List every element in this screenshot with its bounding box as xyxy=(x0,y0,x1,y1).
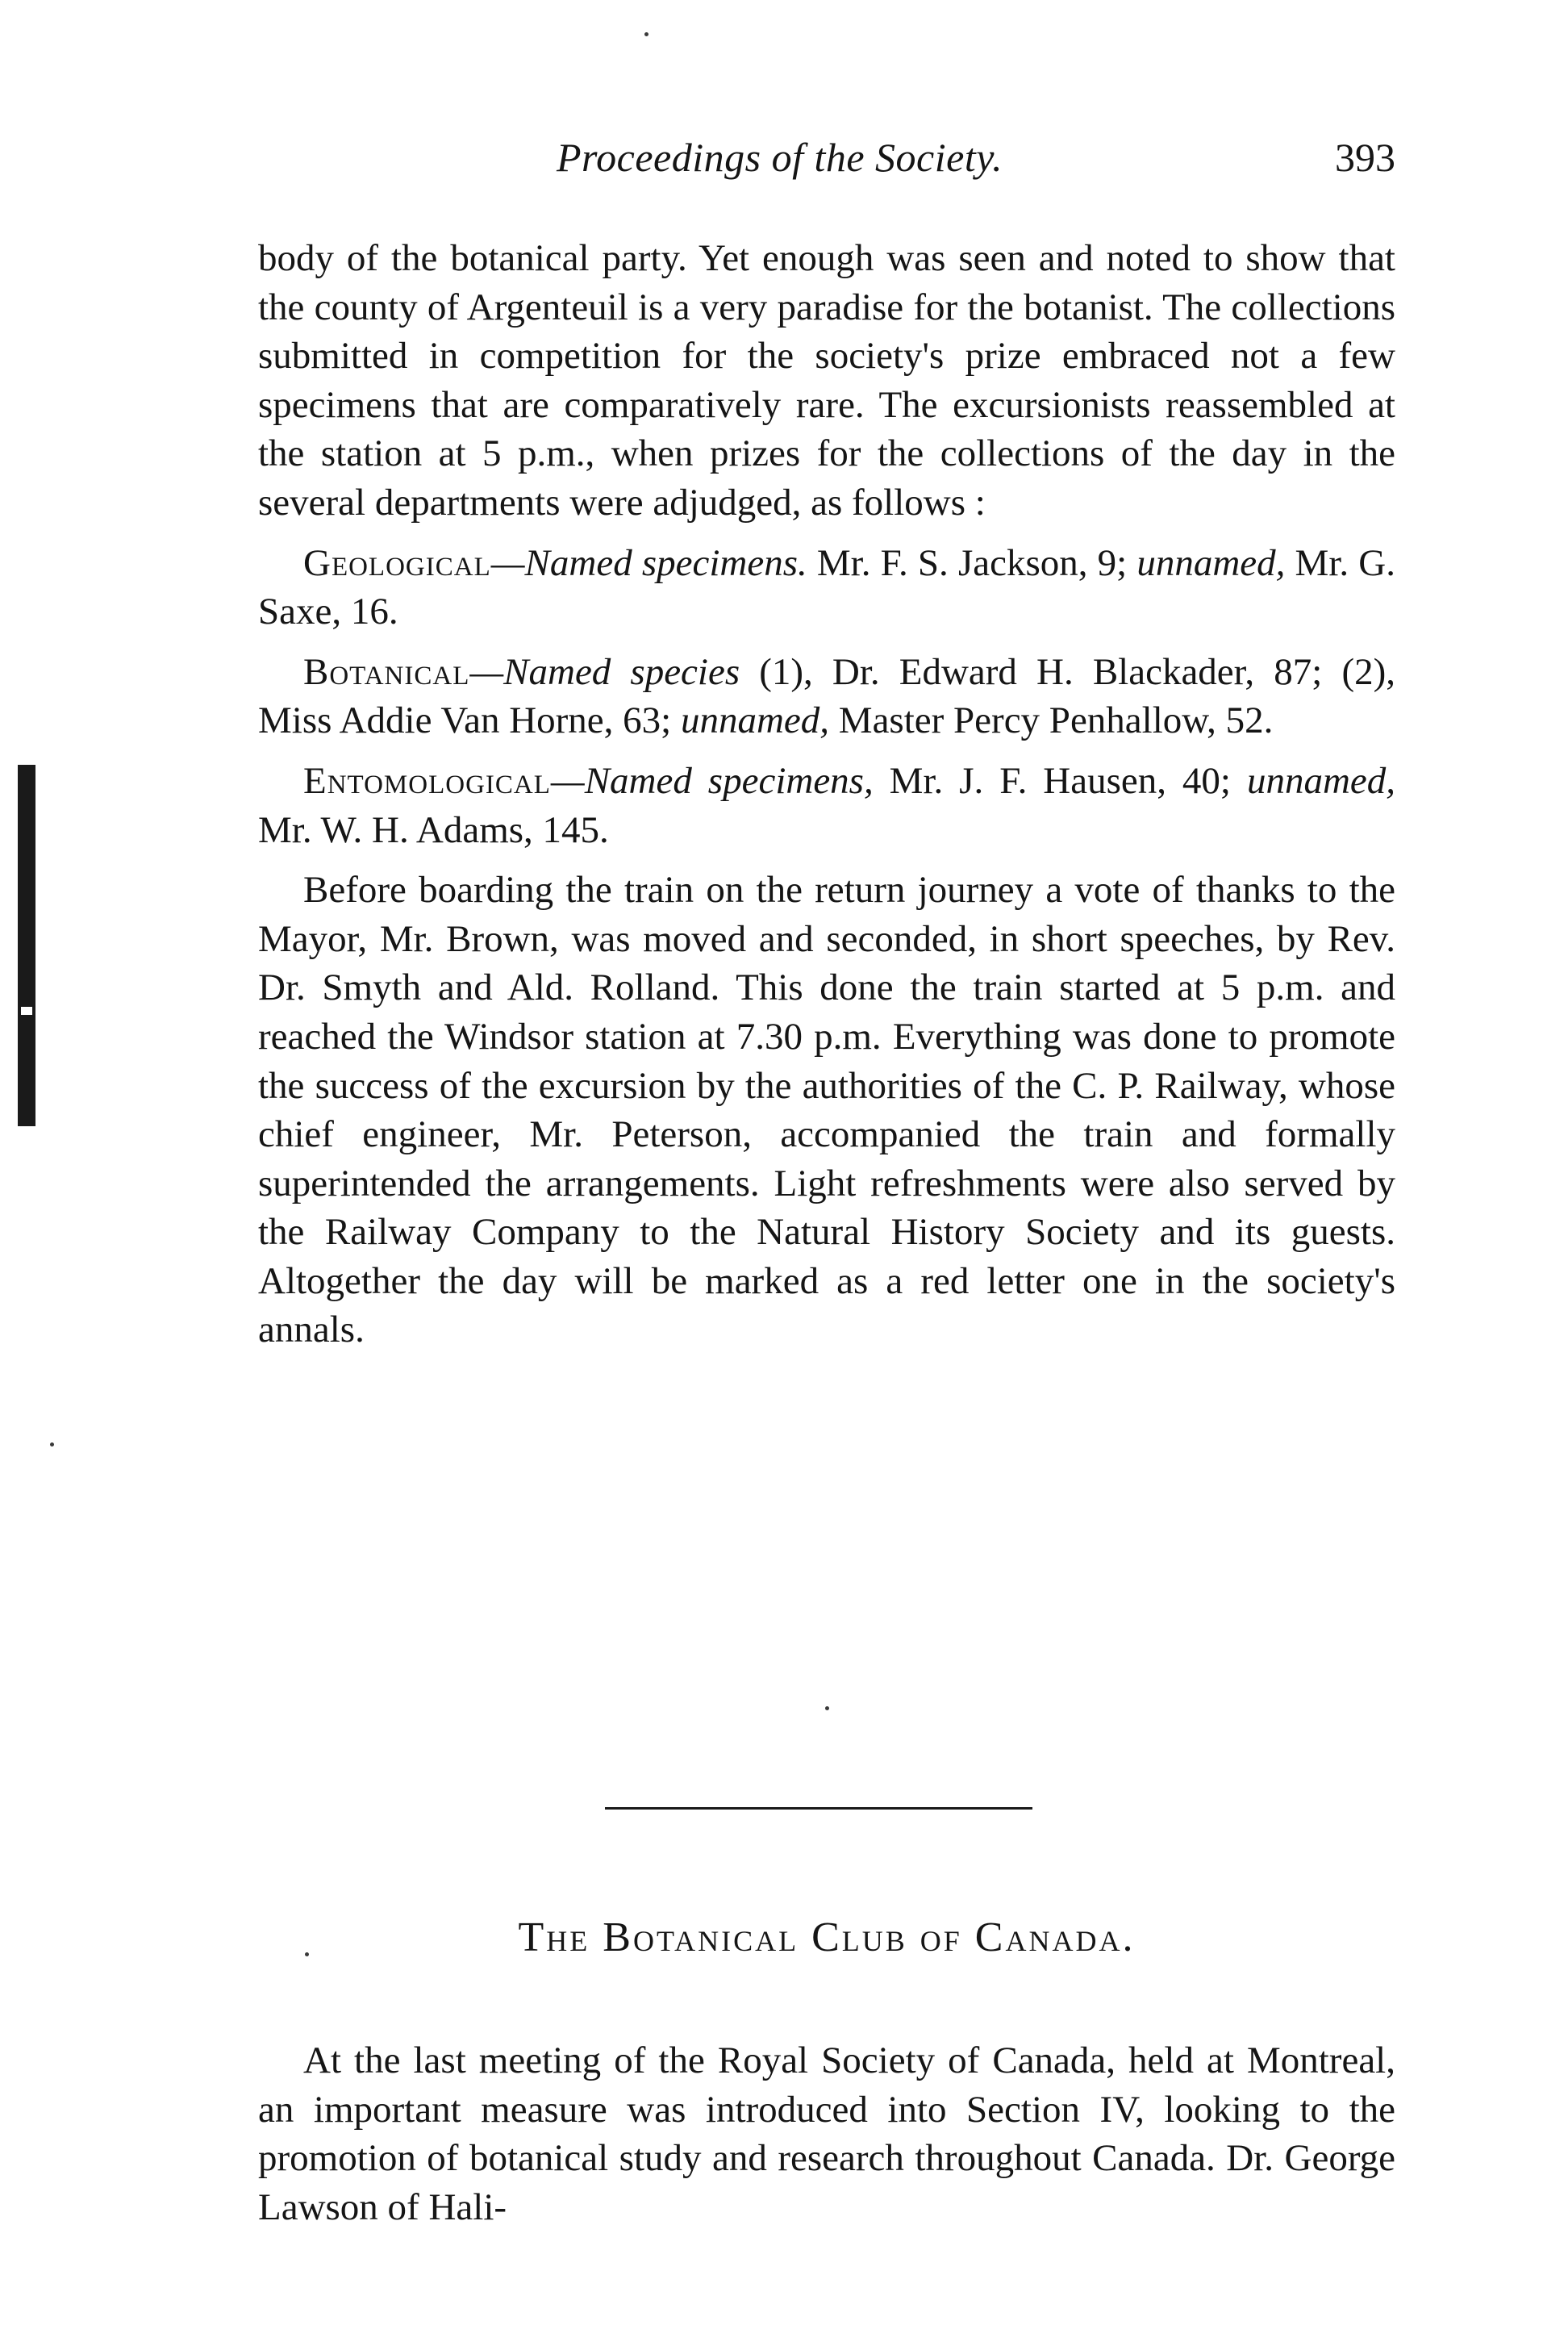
scan-speck xyxy=(50,1442,54,1447)
page-number: 393 xyxy=(1335,135,1395,180)
prize-named-label: —Named specimens, xyxy=(550,759,874,802)
margin-scan-mark xyxy=(18,765,35,1126)
prize-named-text: Mr. F. S. Jackson, 9; xyxy=(807,541,1137,584)
section-botanical-club xyxy=(258,2036,1395,2231)
prize-geological xyxy=(258,539,1395,637)
prize-category-label: Entomological xyxy=(303,759,551,802)
prize-named-text: Mr. J. F. Hausen, 40; xyxy=(873,759,1247,802)
prize-named-label: —Named species xyxy=(469,650,740,693)
prize-unnamed-text: Mr. W. H. Adams, 145. xyxy=(258,808,609,851)
scan-speck xyxy=(644,32,648,36)
prize-unnamed-label: unnamed, xyxy=(680,699,830,742)
prize-unnamed-text: Mr. G. Saxe, 16. xyxy=(258,541,1395,633)
prize-botanical xyxy=(258,648,1395,745)
scan-speck xyxy=(825,1706,829,1710)
paragraph-closing: Before boarding the train on the return journey a vote of thanks to the Mayor, Mr. Brown, was moved and seconded, in short speeches, by Rev. Dr. Smyth and Ald. Rolland. This done the train started at 5 p.m. and reached the Windsor station at 7.30 p.m. Everything was done to promote the success of the excursion by the authorities of the C. P. Railway, whose chief engineer, Mr. Peterson, accompanied the train and formally superintended the arrangements. Light refreshments were also served by the Railway Company to the Natural History Society and its guests. Altogether the day will be marked as a red letter one in the society's annals. xyxy=(258,869,1395,1351)
prize-named-text: (1), Dr. Edward H. Blackader, 87; (2), Miss Addie Van Horne, 63; xyxy=(258,650,1396,742)
prize-unnamed-label: unnamed, xyxy=(1246,759,1396,802)
prize-category-label: Geological xyxy=(303,541,491,584)
running-header xyxy=(557,134,1395,198)
prize-unnamed-text: Master Percy Penhallow, 52. xyxy=(829,699,1274,742)
section-divider xyxy=(605,1807,1032,1810)
prize-category-label: Botanical xyxy=(303,650,470,693)
paragraph-botanical-club: At the last meeting of the Royal Society of Canada, held at Montreal, an important measure was introduced into Section IV, looking to the promotion of botanical study and research throughout Canada. Dr. George Lawson of Hali- xyxy=(258,2039,1395,2228)
section-heading: The Botanical Club of Canada. xyxy=(518,1914,1136,1960)
prize-unnamed-label: unnamed, xyxy=(1136,541,1286,584)
prize-named-label: —Named specimens. xyxy=(490,541,807,584)
prize-entomological xyxy=(258,757,1395,854)
running-title: Proceedings of the Society. xyxy=(557,135,1003,180)
section-society-proceedings xyxy=(258,234,1395,1355)
paragraph-intro: body of the botanical party. Yet enough was seen and noted to show that the county of Argenteuil is a very paradise for the botanist. The collections submitted in competition for the society's prize embraced not a few specimens that are comparatively rare. The excursionists reassembled at the station at 5 p.m., when prizes for the collections of the day in the several departments were adjudged, as follows : xyxy=(258,237,1395,524)
